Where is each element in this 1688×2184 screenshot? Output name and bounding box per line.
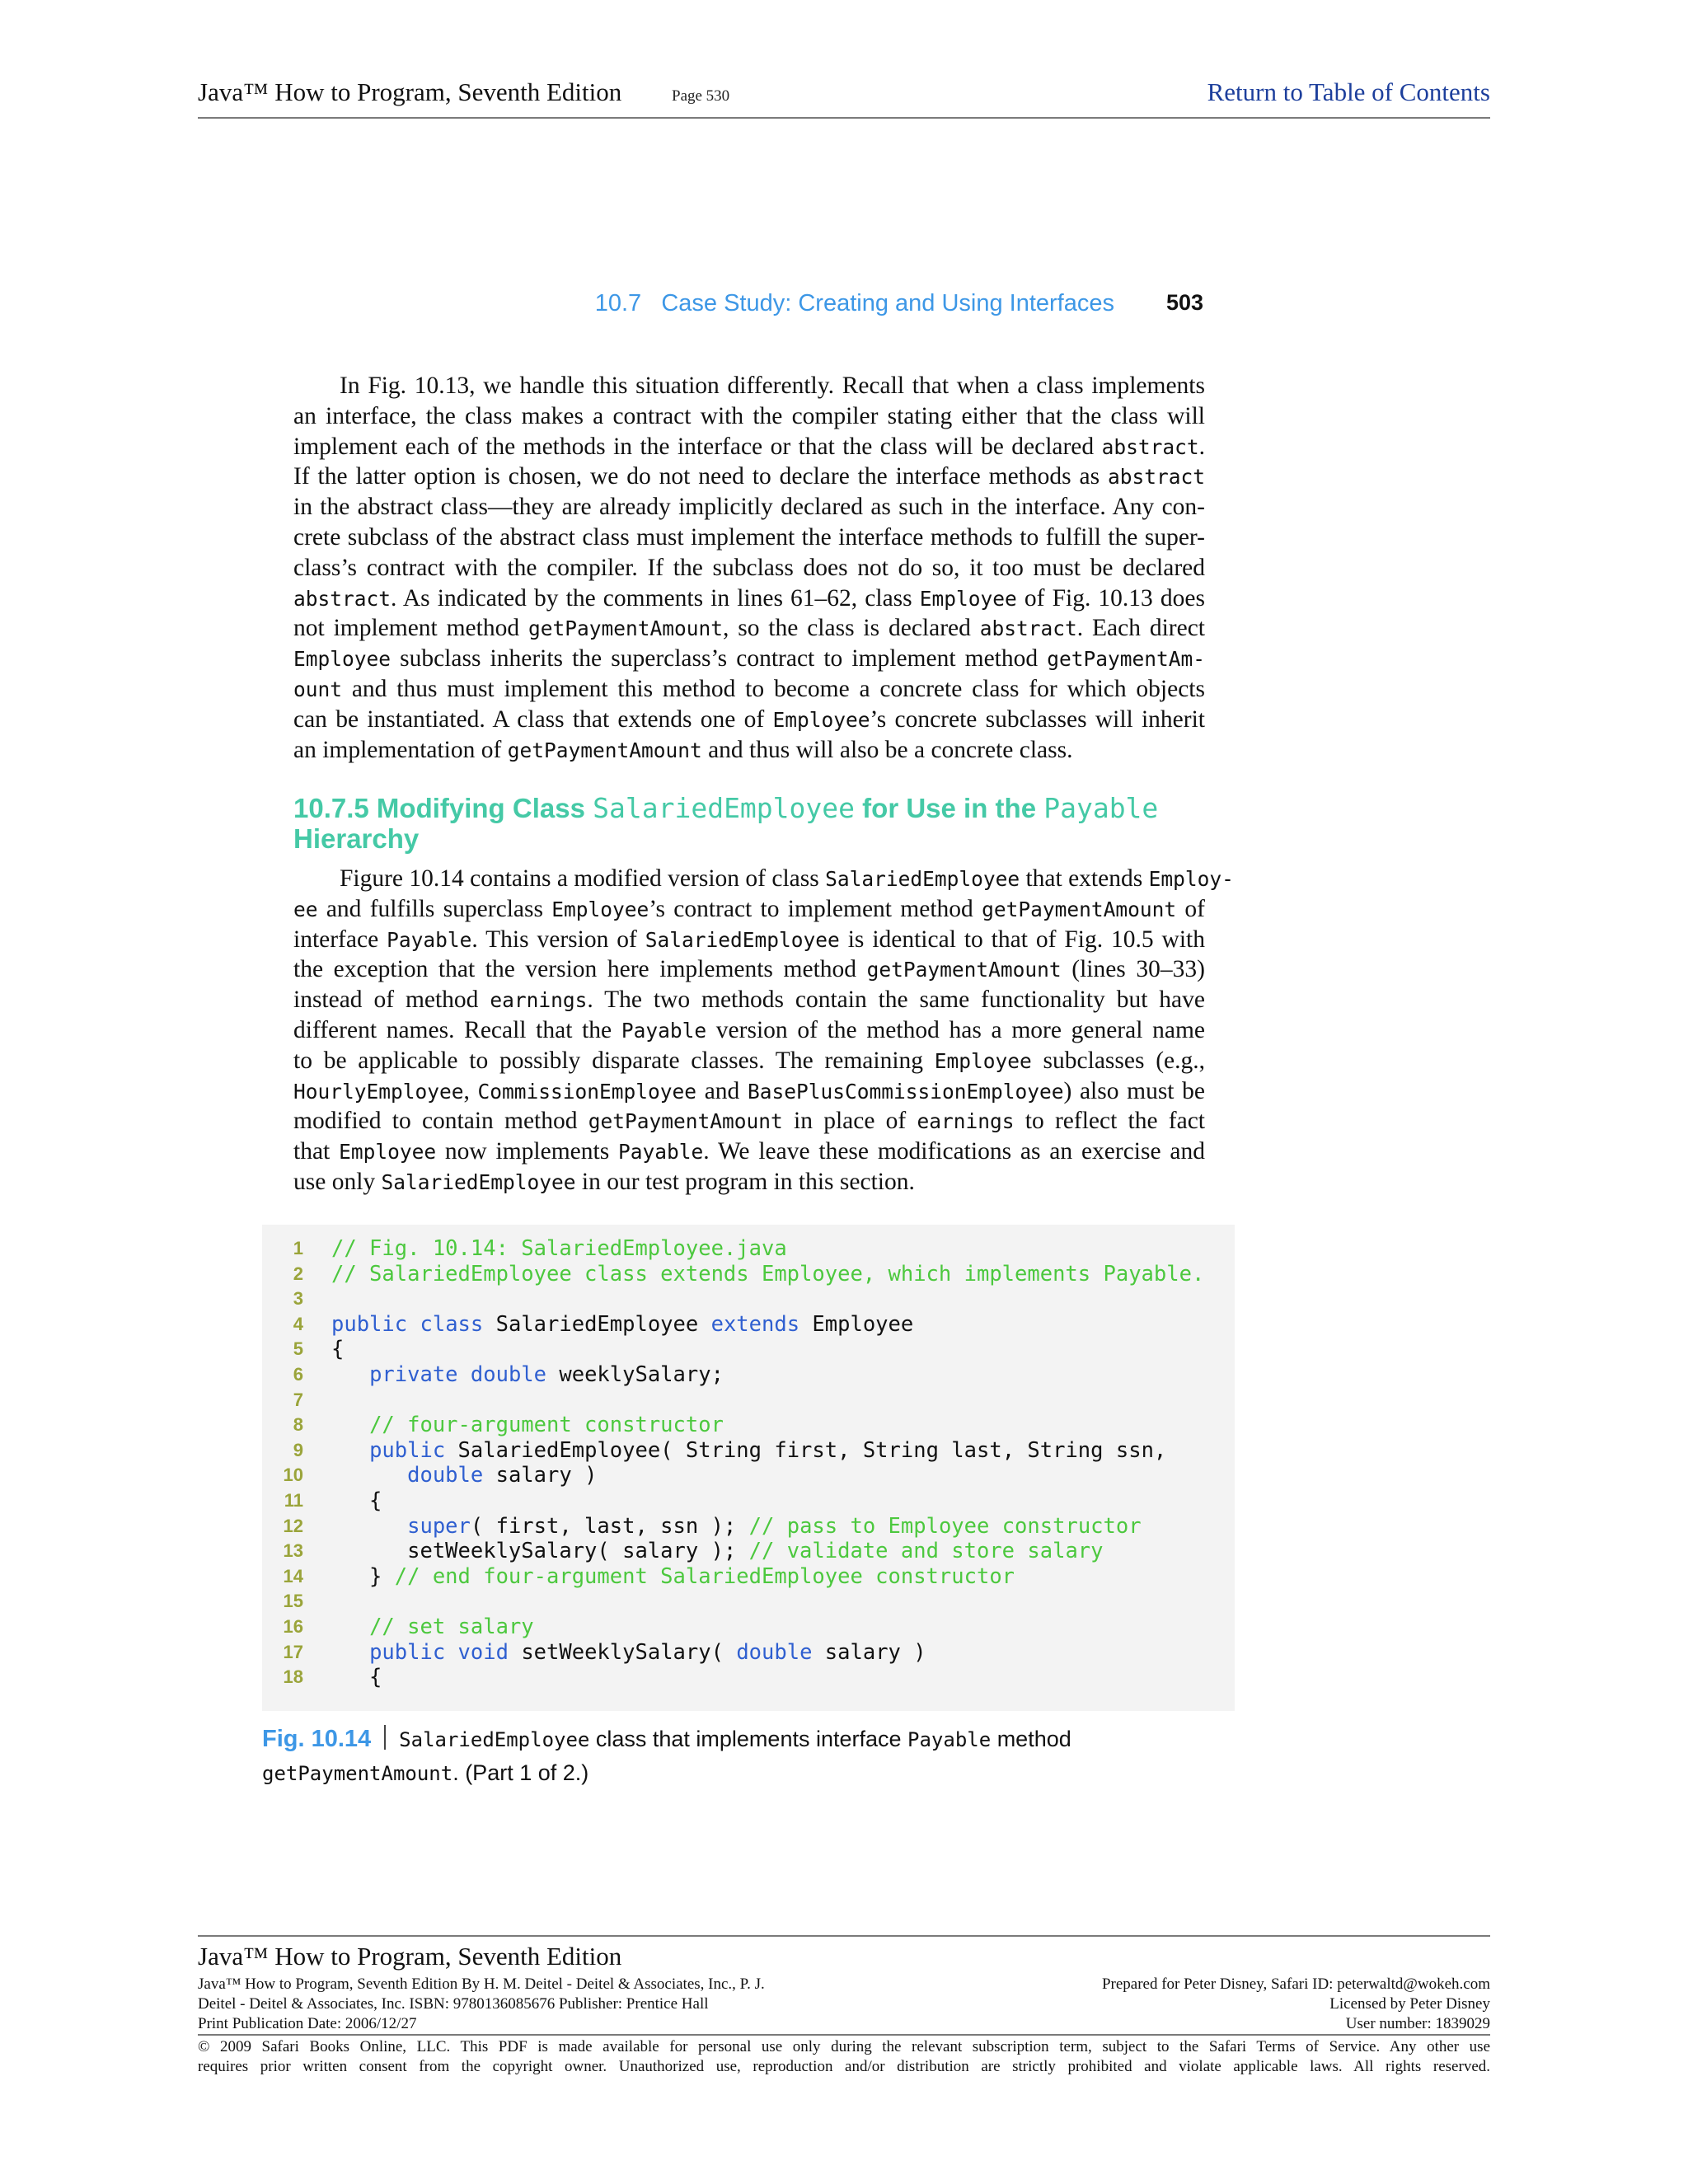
code-token	[331, 1438, 369, 1463]
top-header	[198, 77, 1490, 119]
text-line	[293, 954, 1205, 985]
text-line	[293, 1106, 1205, 1137]
text-run: of	[1176, 895, 1205, 922]
code-line	[262, 1615, 1235, 1640]
code-text	[331, 1564, 1015, 1590]
line-number: 12	[283, 1515, 303, 1536]
code-line	[262, 1589, 1235, 1615]
text-run: not implement method	[293, 615, 528, 642]
code-term: SalariedEmployee	[645, 927, 840, 952]
code-keyword: void	[457, 1639, 509, 1665]
code-token	[331, 1413, 369, 1437]
text-run: ,	[463, 1077, 478, 1104]
text-run: and	[696, 1077, 748, 1104]
code-keyword: double	[470, 1362, 547, 1387]
code-text	[331, 1262, 1204, 1287]
text-run: Figure 10.14 contains a modified version of class	[340, 865, 826, 892]
code-text	[331, 1665, 382, 1690]
text-run: interface	[293, 926, 387, 953]
caption-text-3: . (Part 1 of 2.)	[452, 1760, 589, 1785]
line-number: 1	[293, 1238, 303, 1258]
line-number: 2	[293, 1263, 303, 1284]
text-run: version of the method has a more general name	[706, 1016, 1205, 1043]
code-line	[262, 1463, 1235, 1488]
code-token: Employee	[799, 1311, 914, 1337]
footer-divider	[198, 2034, 1490, 2036]
code-term: abstract	[979, 616, 1077, 641]
code-text	[331, 1236, 787, 1262]
code-token: {	[331, 1665, 382, 1690]
code-term: Employee	[293, 647, 392, 672]
text-line	[293, 1137, 1205, 1167]
text-run: in place of	[782, 1108, 917, 1135]
footer-prepared-for: Prepared for Peter Disney, Safari ID: peterwaltd@wokeh.com	[1101, 1975, 1490, 1993]
code-line	[262, 1640, 1235, 1666]
code-text	[331, 1337, 344, 1362]
code-term: getPaymentAmount	[588, 1109, 783, 1134]
code-text	[331, 1413, 724, 1438]
page-number: 503	[1165, 290, 1203, 315]
line-number: 15	[283, 1591, 303, 1612]
code-comment: // end four-argument SalariedEmployee constructor	[394, 1563, 1015, 1589]
code-keyword: super	[407, 1513, 471, 1539]
footer-copyright-2: requires prior written consent from the copyright owner. Unauthorized use, reproduction and/or distribution are strictly prohibited and violate applicable laws. All rights reserved.	[198, 2058, 1490, 2075]
code-line	[262, 1488, 1235, 1514]
text-run: to reflect the fact	[1014, 1108, 1206, 1135]
text-line	[293, 371, 1205, 401]
text-run: If the latter option is chosen, we do not need to declare the interface methods as	[293, 463, 1108, 490]
return-to-toc-link[interactable]: Return to Table of Contents	[1207, 77, 1490, 106]
code-token: setWeeklySalary( salary );	[331, 1539, 749, 1564]
code-token	[331, 1362, 369, 1387]
code-token: salary )	[812, 1639, 926, 1665]
code-comment: // validate and store salary	[748, 1539, 1104, 1564]
code-text	[331, 1615, 534, 1640]
code-token	[407, 1312, 420, 1337]
code-line	[262, 1388, 1235, 1413]
section-text-a: Modifying Class	[368, 793, 593, 823]
text-run: to be applicable to possibly disparate classes. The remaining	[293, 1047, 935, 1074]
text-run: instead of method	[293, 987, 490, 1014]
code-term: Payable	[621, 1018, 707, 1043]
text-run: that	[293, 1138, 340, 1165]
text-run: ’s concrete subclasses will inherit	[870, 705, 1205, 733]
code-token: }	[331, 1563, 395, 1589]
code-term: abstract	[1107, 465, 1205, 490]
code-term: Employee	[339, 1140, 437, 1165]
footer-book-info-2: Deitel - Deitel & Associates, Inc. ISBN: 9780136085676 Publisher: Prentice Hall	[198, 1995, 709, 2013]
text-line	[293, 523, 1205, 553]
code-token: {	[331, 1488, 382, 1513]
text-line	[293, 1046, 1205, 1076]
line-number: 10	[283, 1465, 303, 1486]
footer-title: Java™ How to Program, Seventh Edition	[198, 1942, 622, 1971]
text-run: . The two methods contain the same functionality but have	[587, 987, 1205, 1014]
line-number: 11	[284, 1490, 303, 1511]
text-run: implement each of the methods in the interface or that the class will be declared	[293, 433, 1102, 460]
text-run: and thus must implement this method to become a concrete class for which objects	[342, 675, 1205, 702]
line-number: 17	[283, 1641, 303, 1662]
text-run: class’s contract with the compiler. If the subclass does not do so, it too must be declared	[293, 554, 1205, 581]
text-run: that extends	[1020, 865, 1149, 892]
text-run: In Fig. 10.13, we handle this situation differently. Recall that when a class implements	[340, 373, 1205, 399]
code-line	[262, 1262, 1235, 1287]
caption-separator	[384, 1725, 386, 1750]
code-token	[331, 1514, 407, 1539]
figure-label: Fig. 10.14	[262, 1726, 372, 1752]
text-line	[293, 735, 1205, 766]
page-label: Page 530	[672, 87, 730, 105]
text-run: the exception that the version here implements method	[293, 956, 867, 983]
code-keyword: public	[369, 1639, 446, 1665]
text-run: is identical to that of Fig. 10.5 with	[839, 926, 1205, 953]
code-line	[262, 1312, 1235, 1338]
text-run: , so the class is declared	[722, 615, 980, 642]
text-line	[293, 492, 1205, 523]
code-term: earnings	[490, 988, 588, 1013]
text-line	[293, 925, 1205, 955]
code-text	[331, 1438, 1166, 1464]
section-heading-line2: Hierarchy	[293, 823, 420, 854]
text-line	[293, 613, 1205, 644]
code-term: Payable	[387, 927, 472, 952]
text-run: . We leave these modifications as an exercise and	[703, 1138, 1205, 1165]
text-run: . Each direct	[1076, 615, 1205, 642]
caption-text-1: class that implements interface	[589, 1727, 908, 1751]
text-run: ’s contract to implement method	[649, 895, 982, 922]
code-text	[331, 1312, 913, 1338]
text-run: subclass inherits the superclass’s contract to implement method	[391, 645, 1048, 673]
book-title: Java™ How to Program, Seventh Edition	[198, 77, 622, 106]
caption-mono-3: getPaymentAmount	[262, 1762, 453, 1785]
code-term: Employee	[919, 586, 1017, 611]
text-run: use only	[293, 1168, 382, 1195]
footer-user-number: User number: 1839029	[1345, 2015, 1490, 2032]
text-run: an interface, the class makes a contract with the compiler stating either that the class will	[293, 402, 1205, 429]
body-paragraph-1	[293, 371, 1205, 765]
code-token: SalariedEmployee	[483, 1311, 711, 1337]
code-keyword: class	[420, 1311, 484, 1337]
section-text-b: for Use in the	[855, 793, 1044, 823]
text-run: ) also must be	[1063, 1077, 1206, 1104]
text-run: . As indicated by the comments in lines 61–62, class	[391, 584, 920, 612]
line-number: 16	[283, 1616, 303, 1637]
text-run: . This version of	[471, 926, 645, 953]
code-keyword: public	[331, 1311, 408, 1337]
code-term: Employ-	[1148, 867, 1234, 891]
code-keyword: public	[369, 1437, 446, 1463]
code-keyword: double	[407, 1463, 484, 1488]
code-term: Employee	[772, 707, 870, 732]
code-term: BasePlusCommissionEmployee	[747, 1079, 1064, 1104]
code-text	[331, 1488, 382, 1514]
code-term: Employee	[934, 1048, 1032, 1073]
text-run: and fulfills superclass	[317, 895, 552, 922]
text-line	[293, 985, 1205, 1015]
code-line	[262, 1413, 1235, 1438]
caption-mono-2: Payable	[907, 1728, 992, 1751]
text-line	[293, 1076, 1205, 1107]
line-number: 3	[293, 1288, 303, 1310]
text-line	[293, 583, 1205, 614]
footer-licensed-by: Licensed by Peter Disney	[1329, 1995, 1490, 2013]
code-line	[262, 1286, 1235, 1312]
code-term: ount	[293, 677, 343, 701]
text-line	[293, 462, 1205, 492]
line-number: 6	[293, 1364, 303, 1385]
line-number: 8	[293, 1414, 303, 1436]
text-run: in the abstract class—they are already implicitly declared as such in the interface. Any con-	[293, 494, 1205, 521]
text-line	[293, 644, 1205, 674]
running-head	[293, 290, 1203, 323]
text-run: modified to contain method	[293, 1108, 588, 1135]
code-term: abstract	[293, 586, 392, 611]
code-comment: // set salary	[369, 1615, 534, 1639]
code-term: getPaymentAm-	[1047, 647, 1205, 672]
section-number: 10.7.5	[293, 793, 369, 823]
code-token: {	[331, 1337, 345, 1362]
line-number: 7	[293, 1389, 303, 1410]
code-comment: // SalariedEmployee class extends Employee, which implements Payable.	[331, 1261, 1205, 1286]
code-term: earnings	[917, 1109, 1015, 1134]
code-line	[262, 1337, 1235, 1362]
section-heading	[293, 793, 1208, 854]
text-run: of Fig. 10.13 does	[1016, 584, 1205, 612]
code-keyword: double	[736, 1639, 813, 1665]
text-run: can be instantiated. A class that extends one of	[293, 705, 773, 733]
code-text	[331, 1362, 724, 1388]
code-term: SalariedEmployee	[381, 1169, 576, 1194]
code-term: Employee	[551, 897, 649, 921]
caption-mono-1: SalariedEmployee	[399, 1728, 590, 1751]
section-mono-a: SalariedEmployee	[593, 792, 856, 824]
code-token	[445, 1640, 457, 1665]
code-comment: // four-argument constructor	[369, 1413, 724, 1438]
text-run: different names. Recall that the	[293, 1016, 621, 1043]
text-line	[293, 674, 1205, 705]
footer-book-info-1: Java™ How to Program, Seventh Edition By H. M. Deitel - Deitel & Associates, Inc., P. J.	[198, 1975, 765, 1993]
code-token: ( first, last, ssn );	[470, 1513, 749, 1539]
text-line	[293, 1167, 1205, 1197]
code-listing	[262, 1225, 1235, 1711]
code-comment: // Fig. 10.14: SalariedEmployee.java	[331, 1236, 787, 1261]
text-run: subclasses (e.g.,	[1031, 1047, 1205, 1074]
line-number: 14	[283, 1565, 303, 1586]
text-line	[293, 864, 1234, 894]
footer-copyright-1: © 2009 Safari Books Online, LLC. This PDF is made available for personal use only during the relevant subscription term, subject to the Safari Terms of Service. Any other use	[198, 2038, 1490, 2055]
code-term: SalariedEmployee	[825, 867, 1020, 891]
section-mono-b: Payable	[1043, 792, 1159, 824]
code-term: getPaymentAmount	[982, 897, 1177, 921]
code-term: CommissionEmployee	[477, 1079, 697, 1104]
code-term: Payable	[618, 1140, 704, 1165]
code-token	[331, 1640, 369, 1665]
line-number: 4	[293, 1313, 303, 1334]
code-term: getPaymentAmount	[866, 958, 1062, 982]
footer-pub-date: Print Publication Date: 2006/12/27	[198, 2015, 417, 2032]
code-line	[262, 1236, 1235, 1262]
text-line	[293, 401, 1205, 432]
code-comment: // pass to Employee constructor	[748, 1513, 1142, 1539]
figure-caption	[262, 1722, 1235, 1790]
code-term: getPaymentAmount	[528, 616, 723, 641]
code-text	[331, 1539, 1104, 1564]
code-text	[331, 1640, 926, 1666]
code-line	[262, 1539, 1235, 1564]
code-line	[262, 1665, 1235, 1690]
running-head-section: 10.7 Case Study: Creating and Using Interfaces	[594, 290, 1114, 316]
code-token	[331, 1615, 369, 1639]
code-token: salary )	[483, 1463, 598, 1488]
code-term: ee	[293, 897, 318, 921]
code-line	[262, 1362, 1235, 1388]
text-run: an implementation of	[293, 736, 508, 763]
code-keyword: extends	[710, 1311, 800, 1337]
text-line	[293, 553, 1205, 583]
text-line	[293, 1015, 1205, 1046]
code-token: SalariedEmployee( String first, String last, String ssn,	[445, 1437, 1167, 1463]
text-run: in our test program in this section.	[575, 1168, 915, 1195]
line-number: 18	[283, 1666, 303, 1688]
code-token: weeklySalary;	[546, 1362, 724, 1387]
text-run: crete subclass of the abstract class must implement the interface methods to fulfill the super-	[293, 523, 1205, 551]
line-number: 13	[283, 1540, 303, 1562]
text-run: (lines 30–33)	[1061, 956, 1205, 983]
line-number: 9	[293, 1439, 303, 1460]
text-line	[293, 705, 1205, 735]
code-token	[458, 1362, 471, 1387]
text-line	[293, 432, 1205, 462]
line-number: 5	[293, 1338, 303, 1360]
text-run: and thus will also be a concrete class.	[701, 736, 1073, 763]
body-paragraph-2	[293, 864, 1234, 1197]
text-run: .	[1198, 433, 1205, 460]
code-term: abstract	[1101, 434, 1199, 459]
code-line	[262, 1438, 1235, 1464]
code-token	[331, 1463, 407, 1488]
page-footer	[198, 1935, 1490, 2075]
code-term: HourlyEmployee	[293, 1079, 464, 1104]
code-text	[331, 1514, 1142, 1540]
code-keyword: private	[369, 1362, 458, 1387]
code-line	[262, 1564, 1235, 1590]
text-run: now implements	[436, 1138, 619, 1165]
code-text	[331, 1463, 597, 1488]
code-term: getPaymentAmount	[507, 738, 702, 762]
text-line	[293, 894, 1205, 925]
code-line	[262, 1514, 1235, 1540]
caption-text-2: method	[991, 1727, 1071, 1751]
code-token: setWeeklySalary(	[508, 1639, 737, 1665]
